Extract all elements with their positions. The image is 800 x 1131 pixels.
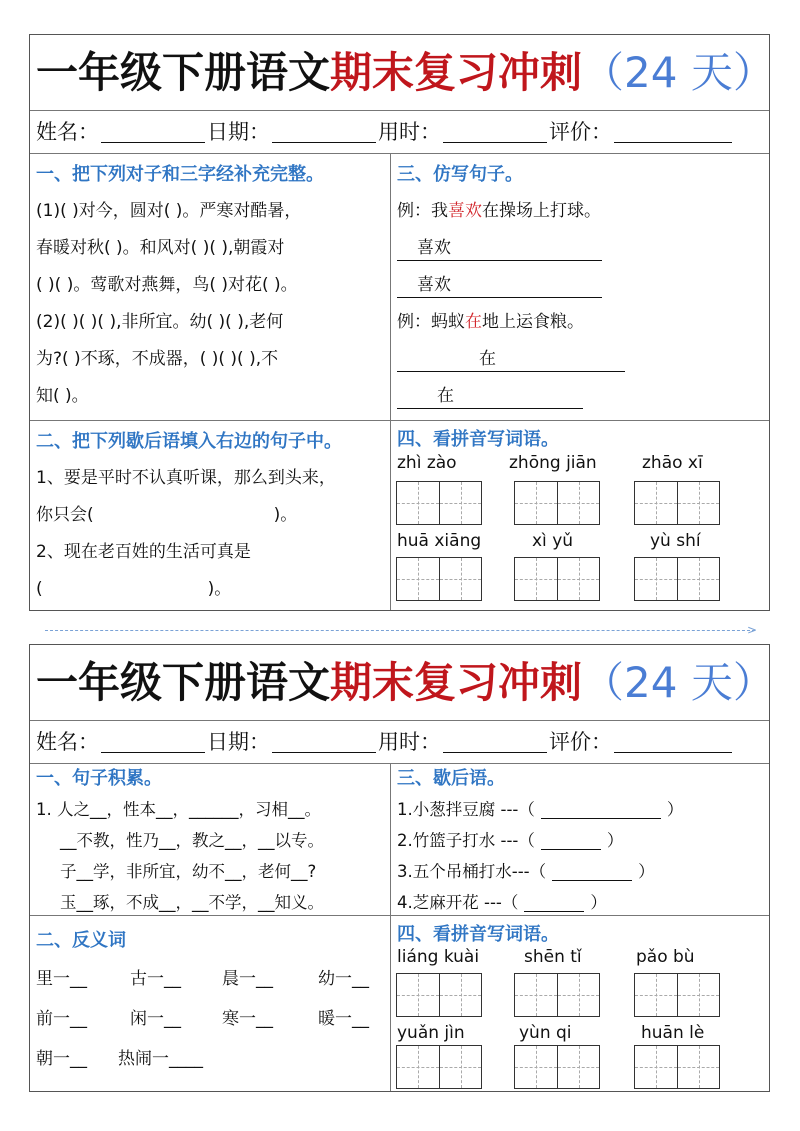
- pinyin: pǎo bù: [636, 947, 695, 967]
- writing-grid[interactable]: [634, 557, 720, 601]
- text-line: 1. 人之__，性本__，______，习相__。: [36, 800, 321, 819]
- writing-grid[interactable]: [514, 973, 600, 1017]
- eval-field[interactable]: [614, 120, 732, 143]
- writing-grid[interactable]: [634, 1045, 720, 1089]
- writing-grid[interactable]: [514, 481, 600, 525]
- writing-grid[interactable]: [634, 973, 720, 1017]
- section-title: 四、看拼音写词语。: [397, 429, 559, 450]
- section-title: 二、把下列歇后语填入右边的句子中。: [36, 431, 342, 452]
- eval-field[interactable]: [614, 730, 732, 753]
- text-line: 知( )。: [36, 386, 89, 406]
- section-title: 三、仿写句子。: [397, 164, 523, 185]
- writing-grid[interactable]: [634, 481, 720, 525]
- pinyin: shēn tǐ: [524, 947, 582, 967]
- pinyin: xì yǔ: [532, 531, 574, 551]
- list-item: 4.芝麻开花 ---（ ）: [397, 893, 607, 912]
- pinyin: huān lè: [641, 1023, 705, 1043]
- section-xiehouyu: [391, 764, 769, 915]
- page-title: 一年级下册语文期末复习冲刺（24 天）: [30, 35, 769, 111]
- divider: [30, 153, 769, 154]
- text-line: ( )。: [36, 579, 232, 599]
- eval-label: 评价：: [549, 730, 612, 754]
- date-label: 日期：: [207, 120, 270, 144]
- writing-grid[interactable]: [396, 973, 482, 1017]
- text-line: (2)( )( )( ),非所宜。幼( )( ),老何: [36, 312, 284, 332]
- pinyin: yùn qi: [519, 1023, 572, 1043]
- section-xiehouyu-fill: [30, 422, 390, 610]
- answer-line[interactable]: 喜欢: [397, 230, 763, 267]
- example-sentence: 例：我喜欢在操场上打球。: [397, 201, 601, 221]
- section-title: 二、反义词: [36, 930, 126, 951]
- section-title: 三、歇后语。: [397, 768, 505, 789]
- antonym-row: 朝一__ 热闹一____: [36, 1049, 203, 1069]
- writing-grid[interactable]: [514, 557, 600, 601]
- time-field[interactable]: [443, 120, 547, 143]
- text-line: (1)( )对今，圆对( )。严寒对酷暑，: [36, 201, 302, 221]
- writing-grid[interactable]: [396, 557, 482, 601]
- answer-line[interactable]: 喜欢: [397, 267, 763, 304]
- text-line: 1、要是平时不认真听课，那么到头来，: [36, 468, 336, 488]
- worksheet-day-24-part-1: [29, 34, 775, 611]
- pinyin: zhōng jiān: [509, 453, 597, 473]
- pinyin: yuǎn jìn: [397, 1023, 465, 1043]
- writing-grid[interactable]: [396, 1045, 482, 1089]
- divider: [30, 420, 769, 421]
- pinyin: huā xiāng: [397, 531, 482, 551]
- list-item: 2.竹篮子打水 ---（ ）: [397, 831, 624, 850]
- text-line: 春暖对秋( )。和风对( )( ),朝霞对: [36, 238, 285, 258]
- arrow-right-icon: >: [747, 623, 758, 637]
- pinyin: zhāo xī: [642, 453, 703, 473]
- time-label: 用时：: [378, 730, 441, 754]
- writing-grid[interactable]: [514, 1045, 600, 1089]
- time-label: 用时：: [378, 120, 441, 144]
- date-field[interactable]: [272, 120, 376, 143]
- name-field[interactable]: [101, 120, 205, 143]
- antonym-row: 前一__ 闲一__ 寒一__ 暖一__: [36, 1009, 369, 1029]
- student-info-row: [30, 111, 769, 153]
- answer-line[interactable]: 在: [397, 341, 763, 378]
- answer-line[interactable]: 在: [397, 378, 763, 415]
- pinyin: liáng kuài: [397, 947, 480, 967]
- antonym-row: 里一__ 古一__ 晨一__ 幼一__: [36, 969, 369, 989]
- name-field[interactable]: [101, 730, 205, 753]
- student-info-row: [30, 721, 769, 763]
- page-title: 一年级下册语文期末复习冲刺（24 天）: [30, 645, 769, 721]
- time-field[interactable]: [443, 730, 547, 753]
- section-title: 四、看拼音写词语。: [397, 924, 559, 945]
- worksheet-day-24-part-2: [29, 644, 775, 1092]
- section-sentence-accumulation: [30, 764, 390, 915]
- list-item: 1.小葱拌豆腐 ---（ ）: [397, 800, 684, 819]
- eval-label: 评价：: [549, 120, 612, 144]
- example-sentence: 例：蚂蚁在地上运食粮。: [397, 312, 584, 332]
- text-line: 玉__琢，不成__，__不学，__知义。: [60, 893, 324, 912]
- date-label: 日期：: [207, 730, 270, 754]
- name-label: 姓名：: [36, 730, 99, 754]
- date-field[interactable]: [272, 730, 376, 753]
- pinyin: yù shí: [650, 531, 701, 551]
- text-line: ( )( )。莺歌对燕舞，鸟( )对花( )。: [36, 275, 298, 295]
- section-imitate-sentences: [391, 155, 769, 420]
- text-line: 子__学，非所宜，幼不__，老何__?: [60, 862, 317, 881]
- section-title: 一、把下列对子和三字经补充完整。: [36, 164, 324, 185]
- text-line: __不教，性乃__，教之__，__以专。: [60, 831, 324, 850]
- section-antonyms: [30, 917, 390, 1091]
- text-line: 2、现在老百姓的生活可真是: [36, 542, 251, 562]
- section-couplets: [30, 155, 390, 420]
- section-title: 一、句子积累。: [36, 768, 162, 789]
- text-line: 你只会( )。: [36, 505, 298, 525]
- writing-grid[interactable]: [396, 481, 482, 525]
- list-item: 3.五个吊桶打水---（ ）: [397, 862, 655, 881]
- name-label: 姓名：: [36, 120, 99, 144]
- cut-line: [45, 630, 755, 631]
- pinyin: zhì zào: [397, 453, 457, 473]
- text-line: 为?( )不琢，不成器，( )( )( ),不: [36, 349, 279, 369]
